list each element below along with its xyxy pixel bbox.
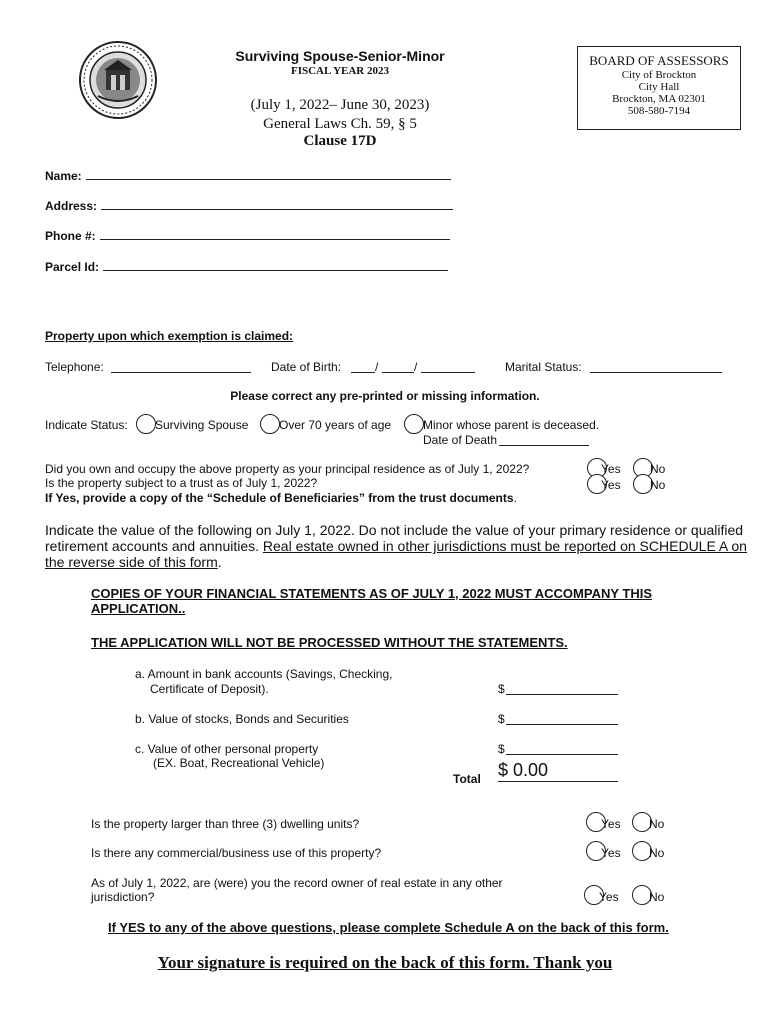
dob-separator-2: / (414, 360, 418, 374)
value-instructions-underlined: Real estate owned in other jurisdictions must be reported on SCHEDULE A on the reverse side of this form (45, 538, 747, 570)
minor-radio[interactable] (404, 414, 424, 434)
asset-a-dollar: $ (498, 682, 505, 696)
other-real-estate-question-2: jurisdiction? (91, 890, 155, 904)
marital-label: Marital Status: (505, 360, 582, 374)
parcel-field[interactable] (103, 258, 448, 271)
trust-yes-label: Yes (601, 478, 621, 492)
assessor-line3: Brockton, MA 02301 (612, 93, 706, 105)
telephone-field[interactable] (111, 360, 251, 373)
address-field[interactable] (101, 197, 453, 210)
assessor-box (577, 46, 741, 130)
total-label: Total (453, 772, 481, 786)
dob-month-field[interactable] (351, 360, 375, 373)
asset-b-dollar: $ (498, 712, 505, 726)
asset-c-label: c. Value of other personal property (135, 742, 319, 756)
trust-no-label: No (650, 478, 666, 492)
dwelling-no-label: No (649, 817, 665, 831)
property-heading: Property upon which exemption is claimed: (45, 329, 294, 343)
total-field[interactable] (498, 760, 618, 782)
assessor-line2: City Hall (638, 81, 680, 93)
value-instructions (45, 522, 755, 570)
dob-label: Date of Birth: (271, 360, 342, 374)
dob-separator-1: / (375, 360, 379, 374)
signature-note: Your signature is required on the back of this form. Thank you (157, 953, 613, 972)
value-instructions-end: . (217, 554, 222, 570)
dob-day-field[interactable] (382, 360, 414, 373)
asset-c-label-2: (EX. Boat, Recreational Vehicle) (153, 756, 325, 770)
asset-b-label: b. Value of stocks, Bonds and Securities (135, 712, 349, 726)
phone-label: Phone #: (45, 229, 96, 243)
occupancy-question: Did you own and occupy the above property as your principal residence as of July 1, 2022? (45, 462, 530, 476)
trust-note (45, 491, 517, 505)
parcel-label: Parcel Id: (45, 260, 100, 274)
asset-b-field[interactable] (506, 712, 618, 725)
over-70-label: Over 70 years of age (279, 418, 392, 432)
assessor-phone: 508-580-7194 (627, 105, 691, 117)
marital-field[interactable] (590, 360, 722, 373)
phone-field[interactable] (100, 227, 450, 240)
processing-notice: THE APPLICATION WILL NOT BE PROCESSED WITHOUT THE STATEMENTS. (91, 635, 568, 650)
dwelling-yes-label: Yes (601, 817, 621, 831)
general-laws: General Laws Ch. 59, § 5 (263, 116, 417, 132)
asset-a-label: a. Amount in bank accounts (Savings, Checking, (135, 667, 393, 681)
name-label: Name: (45, 169, 82, 183)
total-value: $ 0.00 (498, 760, 549, 780)
surviving-spouse-label: Surviving Spouse (155, 418, 249, 432)
real-estate-yes-label: Yes (599, 890, 619, 904)
dob-year-field[interactable] (421, 360, 475, 373)
telephone-label: Telephone: (45, 360, 104, 374)
value-instructions-text: Indicate the value of the following on July 1, 2022. Do not include the value of your primary residence or qualified retirement accounts and annuities. (45, 522, 744, 554)
trust-note-text: If Yes, provide a copy of the “Schedule of Beneficiaries” from the trust documents (45, 491, 514, 505)
form-title: Surviving Spouse-Senior-Minor (235, 48, 445, 64)
address-row (45, 197, 453, 215)
asset-c-dollar: $ (498, 742, 505, 756)
other-real-estate-question: As of July 1, 2022, are (were) you the record owner of real estate in any other (91, 876, 503, 890)
name-field[interactable] (86, 167, 451, 180)
over-70-radio[interactable] (260, 414, 280, 434)
asset-c-field[interactable] (506, 742, 618, 755)
status-label: Indicate Status: (45, 418, 128, 432)
parcel-row (45, 258, 448, 276)
minor-label: Minor whose parent is deceased. (423, 418, 600, 432)
statements-notice: COPIES OF YOUR FINANCIAL STATEMENTS AS OF JULY 1, 2022 MUST ACCOMPANY THIS APPLICATION.. (91, 586, 653, 616)
asset-a-field[interactable] (506, 682, 618, 695)
assessor-title: BOARD OF ASSESSORS (589, 53, 729, 68)
trust-question: Is the property subject to a trust as of July 1, 2022? (45, 476, 318, 490)
phone-row (45, 227, 450, 245)
date-of-death-field[interactable] (499, 433, 589, 446)
date-of-death-label: Date of Death (423, 433, 498, 447)
address-label: Address: (45, 199, 98, 213)
clause: Clause 17D (303, 133, 377, 149)
name-row (45, 167, 451, 185)
commercial-no-label: No (649, 846, 665, 860)
correct-note: Please correct any pre-printed or missing information. (230, 389, 540, 403)
surviving-spouse-radio[interactable] (136, 414, 156, 434)
commercial-use-question: Is there any commercial/business use of this property? (91, 846, 382, 860)
trust-note-end: . (513, 491, 517, 505)
occupancy-yes-label: Yes (601, 462, 621, 476)
occupancy-no-label: No (650, 462, 666, 476)
asset-a-label-2: Certificate of Deposit). (150, 682, 269, 696)
real-estate-no-label: No (649, 890, 665, 904)
city-seal (78, 40, 158, 120)
dwelling-units-question: Is the property larger than three (3) dwelling units? (91, 817, 360, 831)
fiscal-year: FISCAL YEAR 2023 (291, 65, 389, 77)
assessor-line1: City of Brockton (621, 69, 697, 81)
commercial-yes-label: Yes (601, 846, 621, 860)
period: (July 1, 2022– June 30, 2023) (250, 97, 430, 113)
schedule-a-note: If YES to any of the above questions, please complete Schedule A on the back of this form. (108, 920, 669, 935)
